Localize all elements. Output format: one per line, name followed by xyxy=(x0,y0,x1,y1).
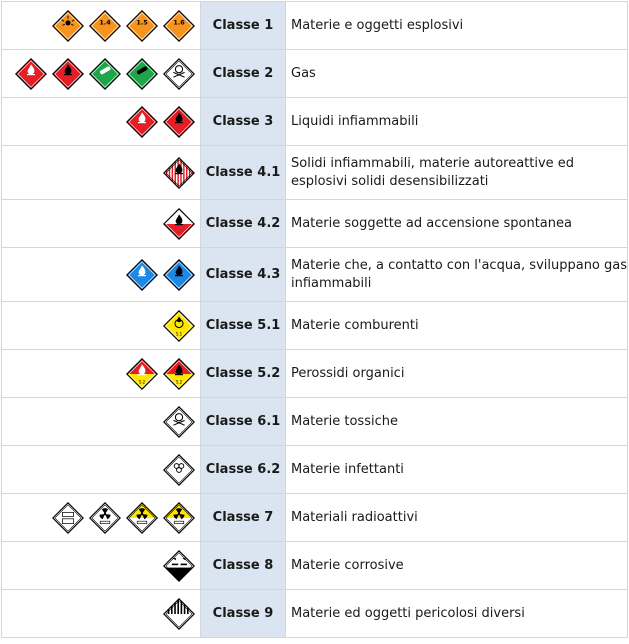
class-label: Classe 6.1 xyxy=(201,398,286,446)
oxidizer-number: 5.1 xyxy=(176,331,183,336)
hazard-signs-cell xyxy=(2,542,201,590)
class-label: Classe 5.2 xyxy=(201,350,286,398)
oxidizer-icon xyxy=(163,310,195,342)
hazard-row xyxy=(2,398,628,446)
class-label: Classe 8 xyxy=(201,542,286,590)
corrosive-icon xyxy=(163,550,195,582)
hazard-row xyxy=(2,350,628,398)
flammable-liquid-icon xyxy=(126,106,158,138)
toxic-skull-icon xyxy=(163,406,195,438)
hazard-signs-cell xyxy=(2,50,201,98)
hazard-row xyxy=(2,146,628,200)
flammable-gas-icon xyxy=(15,58,47,90)
hazard-row xyxy=(2,494,628,542)
class-description: Materie tossiche xyxy=(286,398,628,446)
flammable-liquid-black-icon xyxy=(163,106,195,138)
hazard-signs-cell xyxy=(2,200,201,248)
explosive-1-6-icon xyxy=(163,10,195,42)
organic-peroxide-black-icon xyxy=(163,358,195,390)
class-description: Liquidi infiammabili xyxy=(286,98,628,146)
hazard-row xyxy=(2,446,628,494)
organic-peroxide-black-number: 5.2 xyxy=(176,379,183,384)
class-label: Classe 9 xyxy=(201,590,286,638)
hazard-signs-cell xyxy=(2,398,201,446)
explosive-1-5-icon xyxy=(126,10,158,42)
class-label: Classe 4.3 xyxy=(201,248,286,302)
explosive-bomb-icon xyxy=(52,10,84,42)
explosive-1-5-number: 1.5 xyxy=(136,18,147,26)
hazard-signs-cell xyxy=(2,302,201,350)
hazard-signs-cell xyxy=(2,590,201,638)
hazard-row xyxy=(2,50,628,98)
class-label: Classe 3 xyxy=(201,98,286,146)
class-description: Materie che, a contatto con l'acqua, sviluppano gas infiammabili xyxy=(286,248,628,302)
class-description: Materie infettanti xyxy=(286,446,628,494)
hazard-row xyxy=(2,302,628,350)
class-description: Materie corrosive xyxy=(286,542,628,590)
hazard-signs-cell xyxy=(2,350,201,398)
class-label: Classe 2 xyxy=(201,50,286,98)
hazard-row xyxy=(2,248,628,302)
explosive-1-4-icon xyxy=(89,10,121,42)
class-label: Classe 1 xyxy=(201,2,286,50)
class-description: Materie e oggetti esplosivi xyxy=(286,2,628,50)
hazard-row xyxy=(2,590,628,638)
hazard-row xyxy=(2,200,628,248)
flammable-gas-black-icon xyxy=(52,58,84,90)
class-description: Solidi infiammabili, materie autoreattive ed esplosivi solidi desensibilizzati xyxy=(286,146,628,200)
hazard-signs-cell xyxy=(2,446,201,494)
hazard-row xyxy=(2,542,628,590)
class-description: Materie comburenti xyxy=(286,302,628,350)
class-description: Perossidi organici xyxy=(286,350,628,398)
hazard-signs-cell xyxy=(2,98,201,146)
miscellaneous-stripes-icon xyxy=(163,598,195,630)
hazard-class-table-body xyxy=(2,2,628,638)
fissile-icon xyxy=(52,502,84,534)
dangerous-when-wet-icon xyxy=(126,259,158,291)
radioactive-white-icon xyxy=(89,502,121,534)
radioactive-yellow-2-icon xyxy=(163,502,195,534)
hazard-class-table xyxy=(1,1,628,638)
class-description: Materie ed oggetti pericolosi diversi xyxy=(286,590,628,638)
non-flammable-gas-black-icon xyxy=(126,58,158,90)
hazard-row xyxy=(2,2,628,50)
toxic-gas-icon xyxy=(163,58,195,90)
hazard-signs-cell xyxy=(2,248,201,302)
infectious-biohazard-icon xyxy=(163,454,195,486)
hazard-signs-cell xyxy=(2,2,201,50)
radioactive-yellow-icon xyxy=(126,502,158,534)
class-label: Classe 6.2 xyxy=(201,446,286,494)
class-label: Classe 5.1 xyxy=(201,302,286,350)
hazard-row xyxy=(2,98,628,146)
class-description: Materiali radioattivi xyxy=(286,494,628,542)
organic-peroxide-number: 5.2 xyxy=(139,379,146,384)
class-label: Classe 4.2 xyxy=(201,200,286,248)
non-flammable-gas-icon xyxy=(89,58,121,90)
organic-peroxide-icon xyxy=(126,358,158,390)
hazard-signs-cell xyxy=(2,494,201,542)
flammable-solid-icon xyxy=(163,157,195,189)
class-description: Materie soggette ad accensione spontanea xyxy=(286,200,628,248)
class-label: Classe 7 xyxy=(201,494,286,542)
explosive-1-6-number: 1.6 xyxy=(173,18,185,26)
explosive-1-4-number: 1.4 xyxy=(99,18,111,26)
spontaneous-combustion-icon xyxy=(163,208,195,240)
dangerous-when-wet-black-icon xyxy=(163,259,195,291)
class-label: Classe 4.1 xyxy=(201,146,286,200)
class-description: Gas xyxy=(286,50,628,98)
hazard-signs-cell xyxy=(2,146,201,200)
